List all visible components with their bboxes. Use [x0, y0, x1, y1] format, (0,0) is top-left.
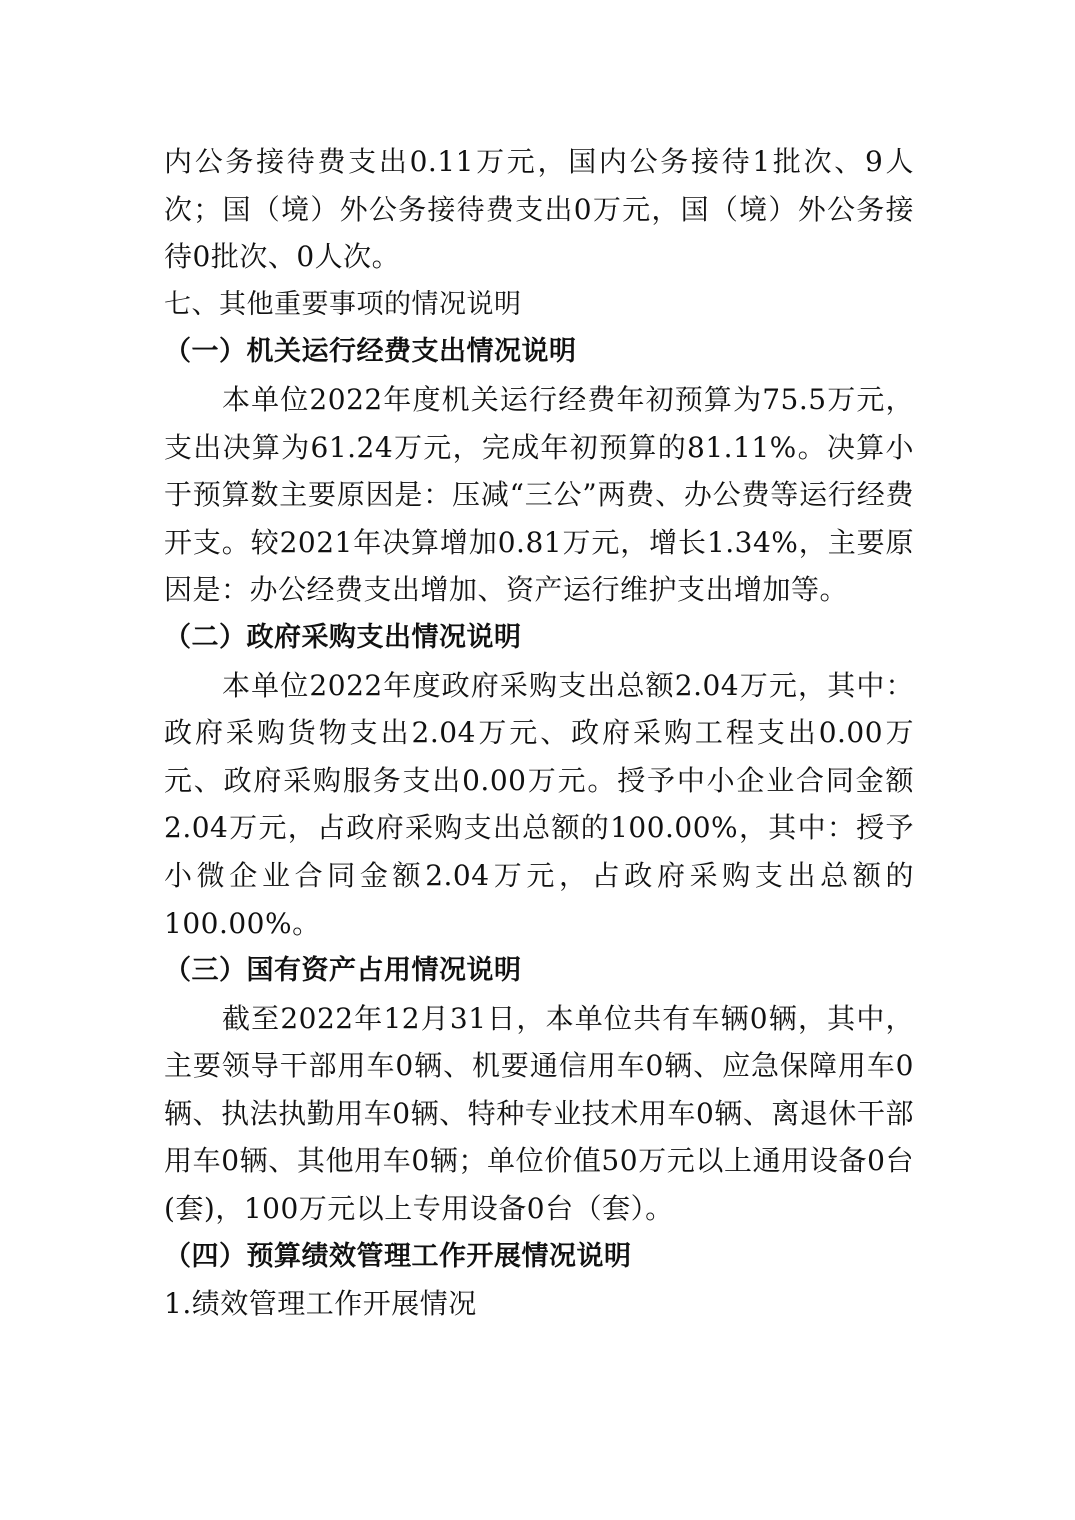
list-item-performance-work: 1.绩效管理工作开展情况: [164, 1287, 477, 1321]
document-page: [164, 138, 914, 1328]
paragraph-government-procurement: 本单位2022年度政府采购支出总额2.04万元，其中：政府采购货物支出2.04万元、政府采购工程支出0.00万元、政府采购服务支出0.00万元。授予中小企业合同金额2.04万元，占政府采购支出总额的100.00%，其中：授予小微企业合同金额2.04万元，占政府采购支出总额的100.00%。: [164, 668, 914, 940]
paragraph-reception-expense: 内公务接待费支出0.11万元，国内公务接待1批次、9人次；国（境）外公务接待费支出0万元，国（境）外公务接待0批次、0人次。: [164, 145, 914, 274]
paragraph-operating-expenses: 本单位2022年度机关运行经费年初预算为75.5万元，支出决算为61.24万元，完成年初预算的81.11%。决算小于预算数主要原因是：压减“三公”两费、办公费等运行经费开支。较2021年决算增加0.81万元，增长1.34%，主要原因是：办公经费支出增加、资产运行维护支出增加等。: [164, 382, 914, 607]
subheading-government-procurement: （二）政府采购支出情况说明: [164, 621, 522, 653]
subheading-performance-management: （四）预算绩效管理工作开展情况说明: [164, 1240, 632, 1272]
subheading-state-assets: （三）国有资产占用情况说明: [164, 955, 522, 987]
paragraph-state-assets: 截至2022年12月31日，本单位共有车辆0辆，其中，主要领导干部用车0辆、机要通信用车0辆、应急保障用车0辆、执法执勤用车0辆、特种专业技术用车0辆、离退休干部用车0辆、其他用车0辆；单位价值50万元以上通用设备0台(套)，100万元以上专用设备0台（套）。: [164, 1001, 914, 1226]
subheading-operating-expenses: （一）机关运行经费支出情况说明: [164, 336, 577, 368]
section-heading-other-matters: 七、其他重要事项的情况说明: [164, 288, 522, 320]
